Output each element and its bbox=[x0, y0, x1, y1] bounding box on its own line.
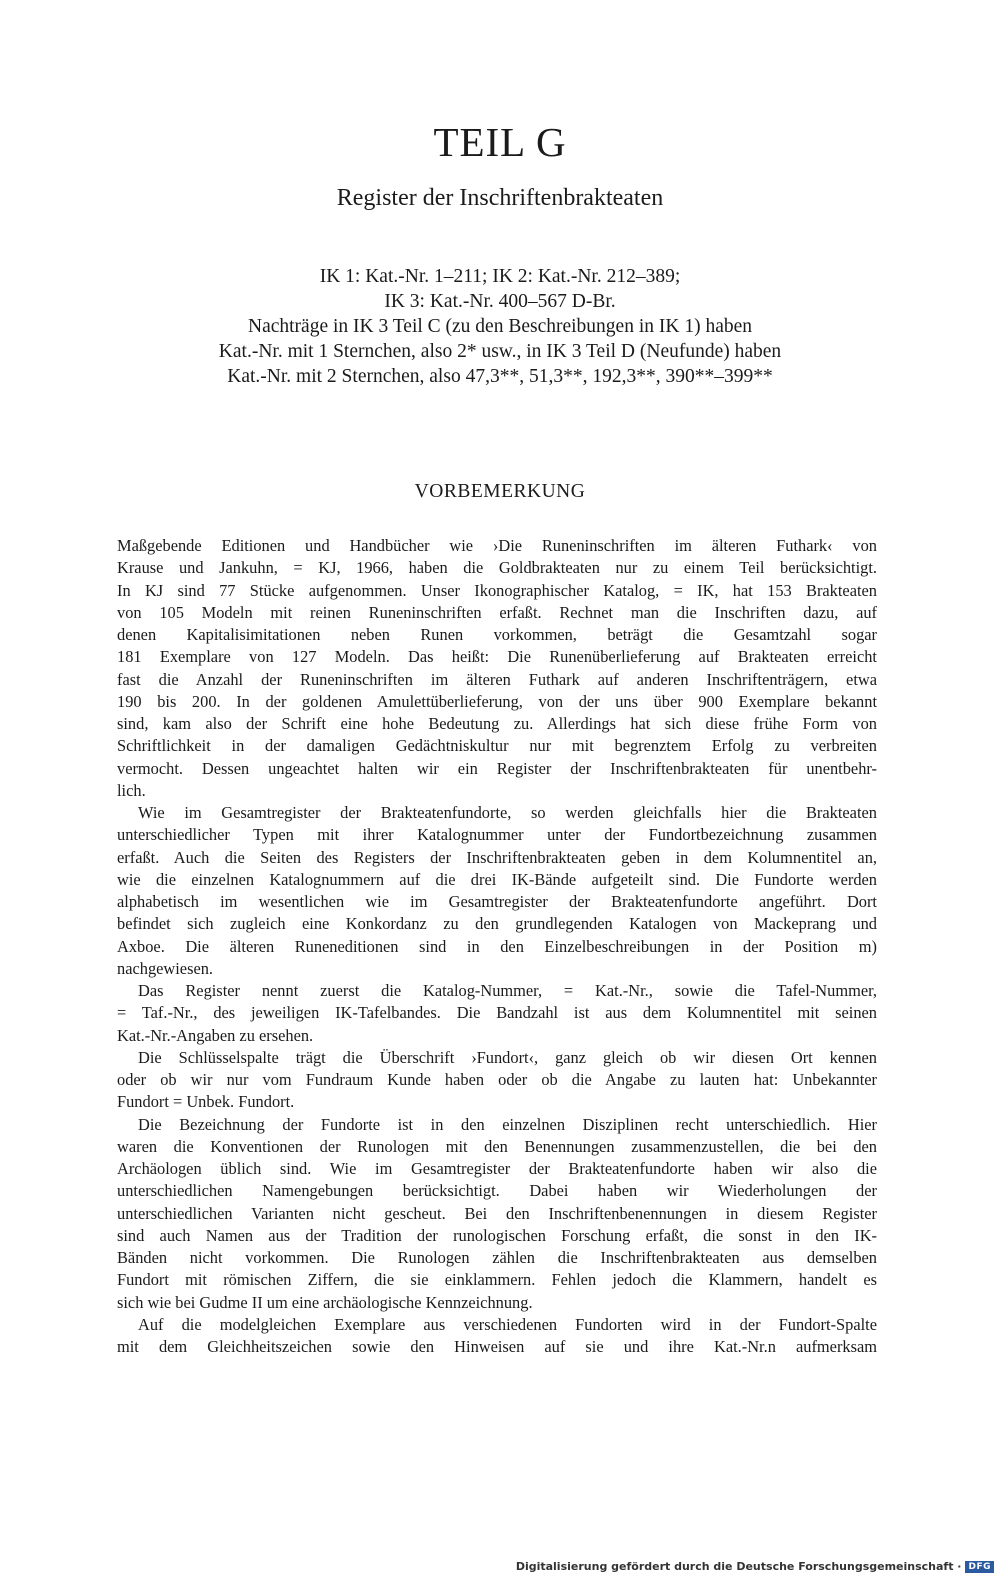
body-line: Maßgebende Editionen und Handbücher wie ›Die Runeninschriften im älteren Futhark‹ von bbox=[117, 536, 877, 555]
intro-line: Kat.-Nr. mit 2 Sternchen, also 47,3**, 51,3**, 192,3**, 390**–399** bbox=[227, 366, 773, 387]
body-line: Die Schlüsselspalte trägt die Überschrift ›Fundort‹, ganz gleich ob wir diesen Ort kennen bbox=[138, 1047, 877, 1067]
body-line: Axboe. Die älteren Runeneditionen sind in den Einzelbeschreibungen in der Position m) bbox=[117, 936, 877, 956]
body-line: vermocht. Dessen ungeachtet halten wir ein Register der Inschriftenbrakteaten für unentbehr- bbox=[117, 758, 877, 778]
body-line: sich wie bei Gudme II um eine archäologische Kennzeichnung. bbox=[117, 1292, 533, 1312]
body-line: erfaßt. Auch die Seiten des Registers der Inschriftenbrakteaten geben in dem Kolumnentitel an, bbox=[117, 847, 877, 867]
body-line: befindet sich zugleich eine Konkordanz zu den grundlegenden Katalogen von Mackeprang und bbox=[117, 914, 877, 934]
body-line: lich. bbox=[117, 780, 146, 800]
page-subtitle: Register der Inschriftenbrakteaten bbox=[336, 185, 664, 211]
body-line: nachgewiesen. bbox=[117, 958, 214, 978]
body-line: Krause und Jankuhn, = KJ, 1966, haben die Goldbrakteaten nur zu einem Teil berücksichtigt. bbox=[117, 558, 877, 578]
body-line: Archäologen üblich sind. Wie im Gesamtregister der Brakteatenfundorte haben wir also die bbox=[117, 1159, 877, 1178]
body-line: mit dem Gleichheitszeichen sowie den Hinweisen auf sie und ihre Kat.-Nr.n aufmerksam bbox=[117, 1337, 877, 1356]
body-line: 181 Exemplare von 127 Modeln. Das heißt: Die Runenüberlieferung auf Brakteaten erreicht bbox=[117, 647, 877, 667]
body-line: unterschiedlichen Varianten nicht gescheut. Bei den Inschriftenbenennungen in diesem Register bbox=[117, 1203, 877, 1223]
body-line: unterschiedlicher Typen mit ihrer Katalognummer unter der Fundortbezeichnung zusammen bbox=[117, 825, 877, 845]
catalogue-ranges-note bbox=[150, 264, 850, 389]
body-line: Auf die modelgleichen Exemplare aus verschiedenen Fundorten wird in der Fundort-Spalte bbox=[138, 1314, 877, 1334]
body-line: Fundort mit römischen Ziffern, die sie einklammern. Fehlen jedoch die Klammern, handelt es bbox=[117, 1270, 877, 1290]
page-title: TEIL G bbox=[433, 119, 567, 165]
intro-line: Kat.-Nr. mit 1 Sternchen, also 2* usw., in IK 3 Teil D (Neufunde) haben bbox=[218, 341, 782, 362]
intro-line: IK 3: Kat.-Nr. 400–567 D-Br. bbox=[384, 291, 616, 312]
body-line: 190 bis 200. In der goldenen Amulettüberlieferung, von der uns über 900 Exemplare bekannt bbox=[117, 691, 877, 711]
intro-line: Nachträge in IK 3 Teil C (zu den Beschreibungen in IK 1) haben bbox=[247, 316, 753, 337]
body-line: von 105 Modeln mit reinen Runeninschriften erfaßt. Rechnet man die Inschriften dazu, auf bbox=[117, 602, 877, 622]
body-line: Fundort = Unbek. Fundort. bbox=[117, 1092, 295, 1112]
intro-line: IK 1: Kat.-Nr. 1–211; IK 2: Kat.-Nr. 212–389; bbox=[319, 266, 681, 287]
body-line: oder ob wir nur vom Fundraum Kunde haben oder ob die Angabe zu lauten hat: Unbekannter bbox=[117, 1070, 877, 1089]
body-line: alphabetisch im wesentlichen wie im Gesamtregister der Brakteatenfundorte angeführt. Dort bbox=[117, 892, 877, 911]
body-text bbox=[117, 535, 877, 1358]
body-line: sind, kam also der Schrift eine hohe Bedeutung zu. Allerdings hat sich diese frühe Form von bbox=[117, 714, 877, 733]
body-line: Bänden nicht vorkommen. Die Runologen zählen die Inschriftenbrakteaten aus demselben bbox=[117, 1248, 877, 1267]
body-line: Das Register nennt zuerst die Katalog-Nummer, = Kat.-Nr., sowie die Tafel-Nummer, bbox=[138, 981, 877, 1000]
section-heading: VORBEMERKUNG bbox=[414, 481, 586, 502]
body-line: wie die einzelnen Katalognummern auf die drei IK-Bände aufgeteilt sind. Die Fundorte werden bbox=[117, 869, 877, 889]
body-line: fast die Anzahl der Runeninschriften im älteren Futhark auf anderen Inschriftenträgern, etwa bbox=[117, 669, 877, 689]
body-line: waren die Konventionen der Runologen mit den Benennungen zusammenzustellen, die bei den bbox=[117, 1136, 877, 1156]
body-line: In KJ sind 77 Stücke aufgenommen. Unser Ikonographischer Katalog, = IK, hat 153 Brakteaten bbox=[117, 580, 877, 600]
body-line: Die Bezeichnung der Fundorte ist in den einzelnen Disziplinen recht unterschiedlich. Hier bbox=[138, 1114, 877, 1134]
body-line: unterschiedlichen Namengebungen berücksichtigt. Dabei haben wir Wiederholungen der bbox=[117, 1181, 877, 1201]
body-line: denen Kapitalisimitationen neben Runen vorkommen, beträgt die Gesamtzahl sogar bbox=[117, 625, 877, 644]
body-line: Schriftlichkeit in der damaligen Gedächtniskultur nur mit begrenztem Erfolg zu verbreiten bbox=[117, 736, 877, 756]
body-line: Kat.-Nr.-Angaben zu ersehen. bbox=[117, 1025, 314, 1045]
dfg-logo-icon: DFG bbox=[965, 1561, 994, 1573]
body-line: sind auch Namen aus der Tradition der runologischen Forschung erfaßt, die sonst in den IK- bbox=[117, 1225, 877, 1245]
digitization-footer bbox=[516, 1558, 994, 1575]
body-line: Wie im Gesamtregister der Brakteatenfundorte, so werden gleichfalls hier die Brakteaten bbox=[138, 803, 877, 822]
body-line: = Taf.-Nr., des jeweiligen IK-Tafelbandes. Die Bandzahl ist aus dem Kolumnentitel mit seinen bbox=[117, 1003, 877, 1023]
footer-text: Digitalisierung gefördert durch die Deutsche Forschungsgemeinschaft · bbox=[515, 1560, 962, 1573]
